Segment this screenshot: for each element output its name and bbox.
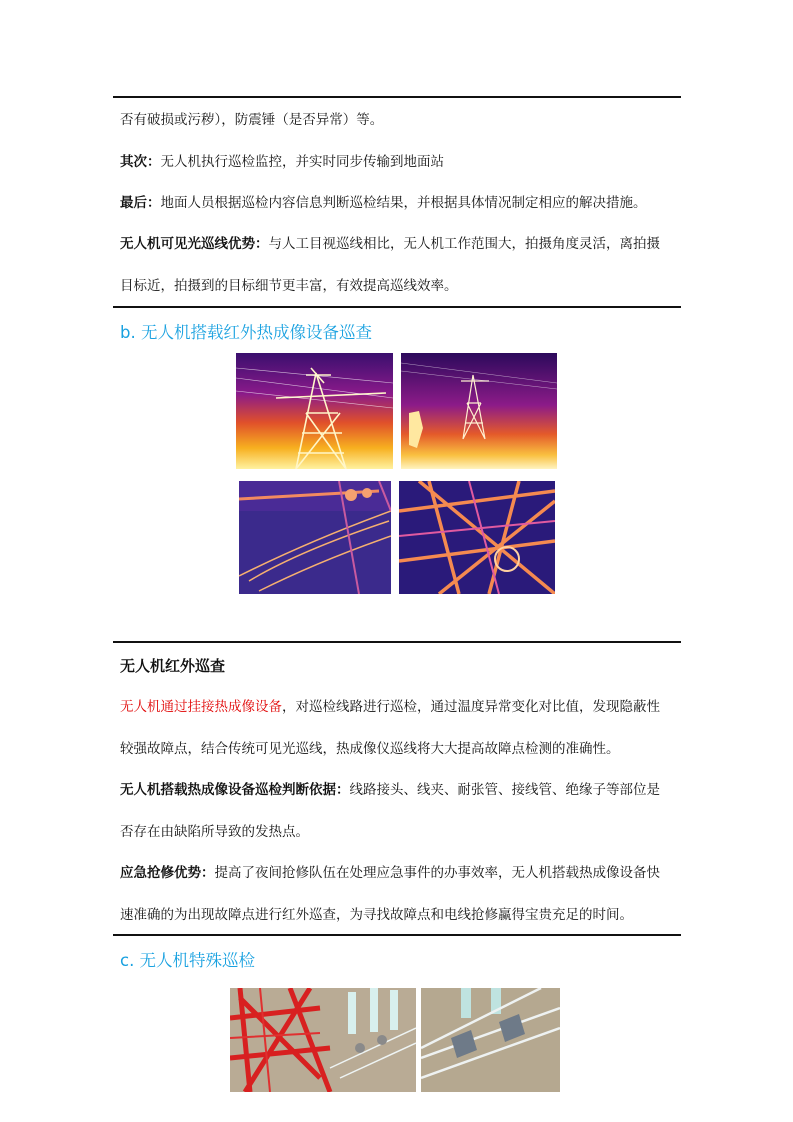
advantage-text1: 与人工目视巡线相比，无人机工作范围大，拍摄角度灵活，离拍摄 [268, 236, 660, 252]
basis-text2: 否存在由缺陷所导致的发热点。 [120, 824, 309, 840]
step3-text: 地面人员根据巡检内容信息判断巡检结果，并根据具体情况制定相应的解决措施。 [160, 195, 647, 211]
box1-line1 [120, 110, 680, 130]
emergency-label: 应急抢修优势： [120, 865, 215, 881]
emergency-paragraph-line1 [120, 863, 680, 883]
p1-red-highlight: 无人机通过挂接热成像设备 [120, 699, 282, 715]
emergency-paragraph-line2 [120, 905, 680, 925]
infrared-tower-worker-image [401, 353, 557, 469]
step3-paragraph [120, 193, 680, 213]
p1-text1: ，对巡检线路进行巡检，通过温度异常变化对比值，发现隐蔽性 [282, 699, 660, 715]
basis-paragraph-line2 [120, 822, 680, 842]
step3-label: 最后： [120, 195, 161, 211]
infrared-tower-structure-image [399, 481, 555, 594]
step2-text: 无人机执行巡检监控，并实时同步传输到地面站 [160, 154, 444, 170]
box2-title: 无人机红外巡查 [120, 657, 226, 675]
basis-label: 无人机搭载热成像设备巡检判断依据： [120, 782, 350, 798]
step2-label: 其次： [120, 154, 161, 170]
box2-bottom-rule [113, 934, 681, 936]
box1-top-rule [113, 96, 681, 98]
box2-p1-line2 [120, 739, 680, 759]
step2-paragraph [120, 152, 680, 172]
box2-p1-line1 [120, 697, 680, 717]
section-c-heading: c. 无人机特殊巡检 [120, 951, 256, 970]
box1-line1-text: 否有破损或污秽），防震锤（是否异常）等。 [120, 112, 384, 128]
box1-bottom-rule [113, 306, 681, 308]
box2-top-rule [113, 641, 681, 643]
emergency-text1: 提高了夜间抢修队伍在处理应急事件的办事效率，无人机搭载热成像设备快 [214, 865, 660, 881]
infrared-line-closeup-image [239, 481, 391, 594]
basis-paragraph-line1 [120, 780, 680, 800]
p1-text2: 较强故障点，结合传统可见光巡线，热成像仪巡线将大大提高故障点检测的准确性。 [120, 741, 620, 757]
basis-text1: 线路接头、线夹、耐张管、接线管、绝缘子等部位是 [349, 782, 660, 798]
advantage-text2: 目标近，拍摄到的目标细节更丰富，有效提高巡线效率。 [120, 278, 458, 294]
section-b-heading: b. 无人机搭载红外热成像设备巡查 [120, 323, 372, 342]
advantage-paragraph-line1 [120, 234, 680, 254]
infrared-tower-image [236, 353, 393, 469]
emergency-text2: 速准确的为出现故障点进行红外巡查，为寻找故障点和电线抢修赢得宝贵充足的时间。 [120, 907, 633, 923]
advantage-paragraph-line2 [120, 276, 680, 296]
insulator-clamp-closeup-image [421, 988, 560, 1092]
advantage-label: 无人机可见光巡线优势： [120, 236, 269, 252]
red-tower-insulator-image [230, 988, 416, 1092]
